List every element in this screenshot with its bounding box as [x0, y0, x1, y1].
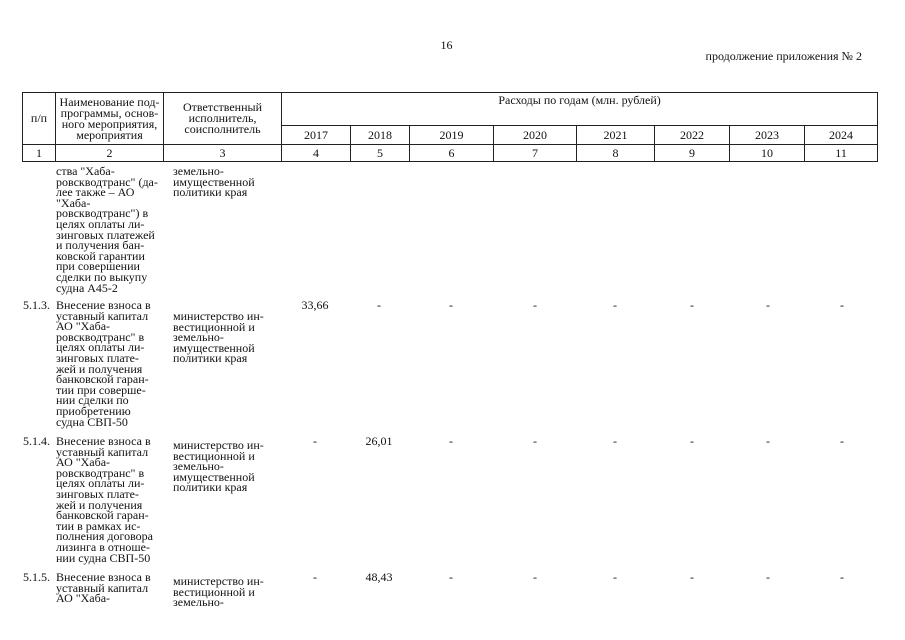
column-number: 9	[655, 145, 730, 162]
value-2020: -	[533, 434, 537, 448]
column-number: 4	[282, 145, 351, 162]
value-2023: -	[766, 298, 770, 312]
value-2017: -	[313, 570, 317, 584]
continuation-note: продолжение приложения № 2	[705, 49, 862, 63]
value-2019: -	[449, 570, 453, 584]
row-responsible: министерство ин- вестиционной и земельно- имущественной политики края	[173, 438, 264, 495]
row-name: Внесение взноса в уставный капитал АО "Хаба- ровскводтранс" в целях оплаты ли- зинговых плате- жей и получения банковской гаран- тии при соверше- нии сделки по приобретению судна СВП-50	[56, 298, 151, 429]
column-number: 7	[494, 145, 577, 162]
value-2024: -	[840, 570, 844, 584]
value-2024: -	[840, 298, 844, 312]
row-responsible: земельно- имущественной политики края	[173, 164, 255, 200]
row-responsible: министерство ин- вестиционной и земельно-	[173, 574, 264, 610]
value-2020: -	[533, 570, 537, 584]
column-number: 1	[23, 145, 56, 162]
row-number: 5.1.5.	[23, 570, 50, 584]
column-number: 2	[56, 145, 164, 162]
value-2017: -	[313, 434, 317, 448]
row-name: Внесение взноса в уставный капитал АО "Хаба-	[56, 570, 151, 606]
column-number: 8	[577, 145, 655, 162]
header-year: 2021	[577, 126, 655, 145]
header-year: 2018	[351, 126, 410, 145]
value-2024: -	[840, 434, 844, 448]
expenses-table-header	[22, 92, 878, 162]
header-year: 2017	[282, 126, 351, 145]
header-year: 2023	[730, 126, 805, 145]
header-year: 2024	[805, 126, 878, 145]
value-2018: -	[377, 298, 381, 312]
row-number: 5.1.4.	[23, 434, 50, 448]
header-expenses: Расходы по годам (млн. рублей)	[282, 93, 878, 126]
value-2019: -	[449, 434, 453, 448]
value-2022: -	[690, 434, 694, 448]
value-2021: -	[613, 570, 617, 584]
row-number: 5.1.3.	[23, 298, 50, 312]
value-2022: -	[690, 298, 694, 312]
value-2021: -	[613, 434, 617, 448]
page-number: 16	[440, 38, 453, 52]
value-2023: -	[766, 570, 770, 584]
value-2023: -	[766, 434, 770, 448]
header-year: 2022	[655, 126, 730, 145]
row-name: ства "Хаба- ровскводтранс" (да- лее также – АО "Хаба- ровскводтранс") в целях оплаты ли- зинговых платежей и получения бан- ковской гарантии при совершении сделки по выкупу судна А45-2	[56, 164, 158, 295]
value-2019: -	[449, 298, 453, 312]
column-number: 10	[730, 145, 805, 162]
value-2018: 26,01	[365, 434, 393, 448]
value-2018: 48,43	[365, 570, 393, 584]
header-responsible: Ответственный исполнитель, соисполнитель	[164, 93, 282, 145]
value-2021: -	[613, 298, 617, 312]
column-number: 6	[410, 145, 494, 162]
column-number: 3	[164, 145, 282, 162]
header-year: 2019	[410, 126, 494, 145]
value-2017: 33,66	[301, 298, 329, 312]
header-num: п/п	[23, 93, 56, 145]
header-year: 2020	[494, 126, 577, 145]
row-responsible: министерство ин- вестиционной и земельно- имущественной политики края	[173, 309, 264, 366]
column-number: 11	[805, 145, 878, 162]
column-number: 5	[351, 145, 410, 162]
row-name: Внесение взноса в уставный капитал АО "Хаба- ровскводтранс" в целях оплаты ли- зинговых плате- жей и получения банковской гаран- тии в рамках ис- полнения договора лизинга в отноше- нии судна СВП-50	[56, 434, 154, 565]
value-2022: -	[690, 570, 694, 584]
header-name: Наименование под- программы, основ- ного мероприятия, мероприятия	[56, 93, 164, 145]
value-2020: -	[533, 298, 537, 312]
